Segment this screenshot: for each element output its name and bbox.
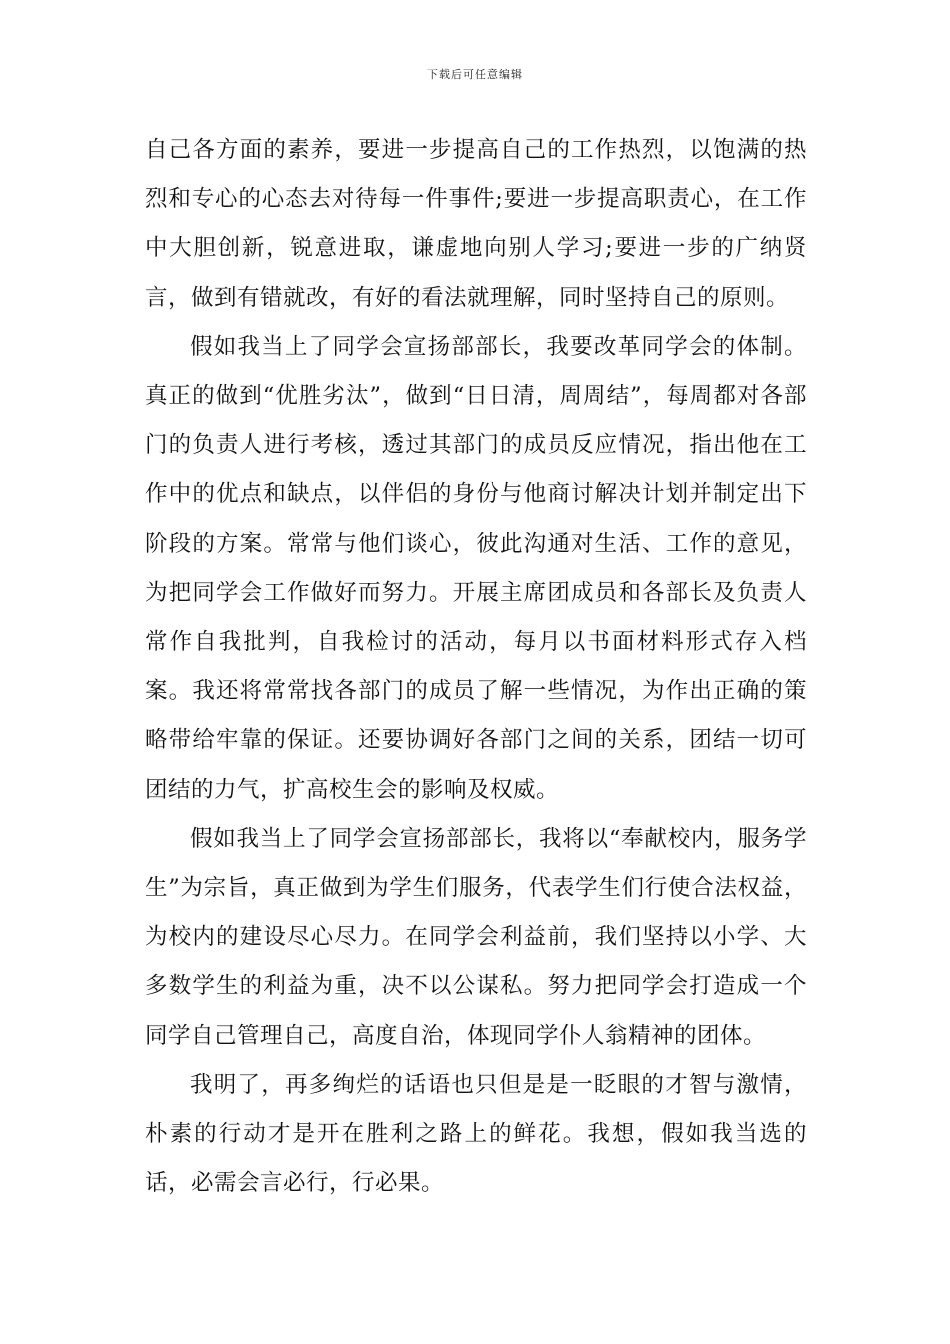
document-body <box>145 126 807 1208</box>
paragraph-2: 假如我当上了同学会宣扬部部长，我要改革同学会的体制。真正的做到“优胜劣汰”，做到“日日清，周周结”，每周都对各部门的负责人进行考核，透过其部门的成员反应情况，指出他在工作中的优点和缺点，以伴侣的身份与他商讨解决计划并制定出下阶段的方案。常常与他们谈心，彼此沟通对生活、工作的意见，为把同学会工作做好而努力。开展主席团成员和各部长及负责人常作自我批判，自我检讨的活动，每月以书面材料形式存入档案。我还将常常找各部门的成员了解一些情况，为作出正确的策略带给牢靠的保证。还要协调好各部门之间的关系，团结一切可团结的力气，扩高校生会的影响及权威。 <box>145 333 807 803</box>
paragraph-4: 我明了，再多绚烂的话语也只但是是一眨眼的才智与激情，朴素的行动才是开在胜利之路上的鲜花。我想，假如我当选的话，必需会言必行，行必果。 <box>145 1071 807 1197</box>
paragraph-1: 自己各方面的素养，要进一步提高自己的工作热烈，以饱满的热烈和专心的心态去对待每一件事件;要进一步提高职责心，在工作中大胆创新，锐意进取，谦虚地向别人学习;要进一步的广纳贤言，做到有错就改，有好的看法就理解，同时坚持自己的原则。 <box>145 137 807 311</box>
page-header: 下载后可任意编辑 <box>427 68 523 81</box>
paragraph-3: 假如我当上了同学会宣扬部部长，我将以“奉献校内，服务学生”为宗旨，真正做到为学生们服务，代表学生们行使合法权益，为校内的建设尽心尽力。在同学会利益前，我们坚持以小学、大多数学生的利益为重，决不以公谋私。努力把同学会打造成一个同学自己管理自己，高度自治，体现同学仆人翁精神的团体。 <box>145 825 807 1049</box>
